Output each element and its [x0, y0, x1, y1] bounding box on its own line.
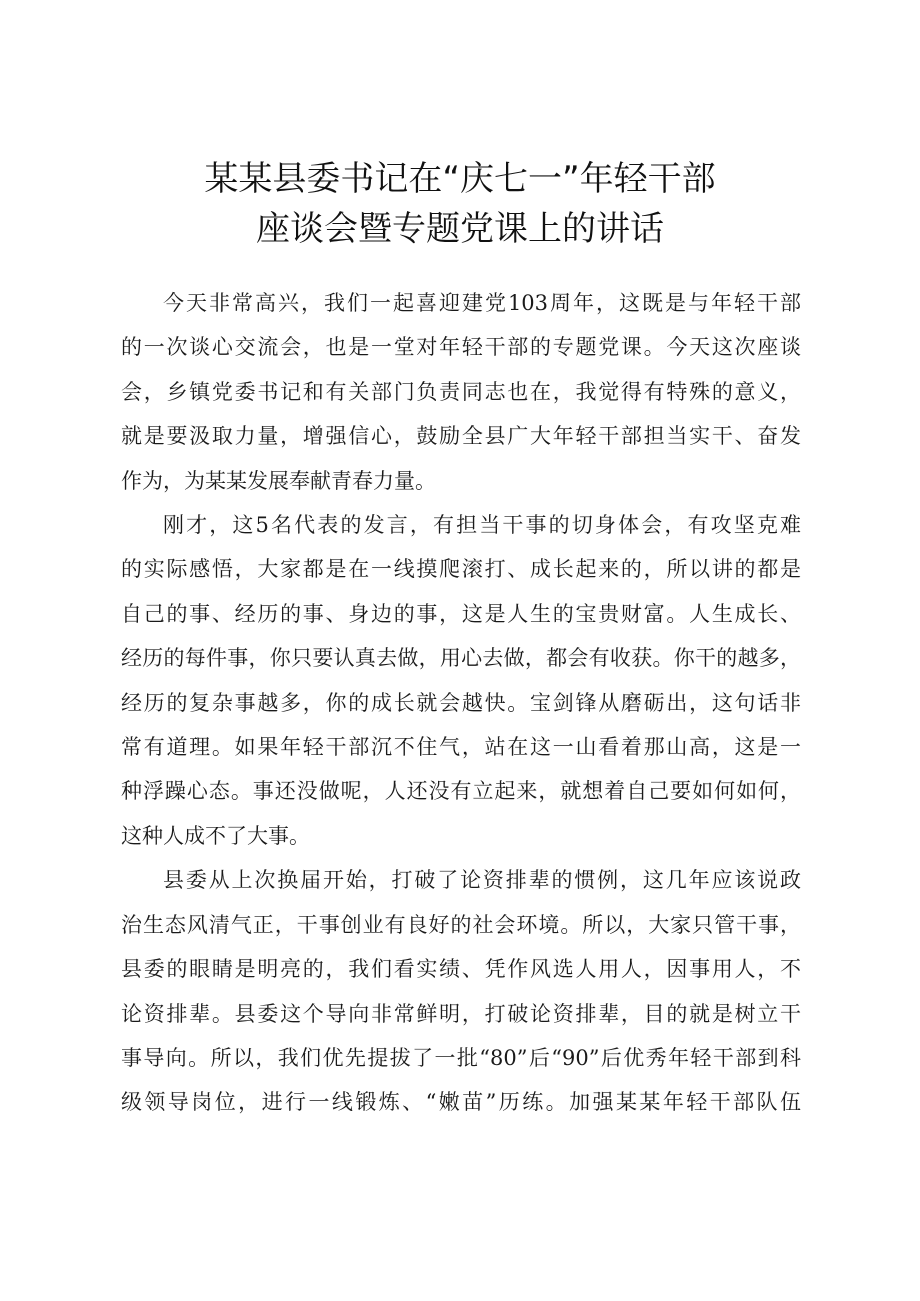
paragraph-1 — [121, 281, 801, 503]
paragraph-line: 级领导岗位，进行一线锻炼、“嫩苗”历练。加强某某年轻干部队伍 — [121, 1090, 801, 1115]
paragraph-line: 经历的每件事，你只要认真去做，用心去做，都会有收获。你干的越多， — [121, 646, 801, 671]
paragraph-line: 今天非常高兴，我们一起喜迎建党103周年，这既是与年轻干部 — [163, 291, 801, 315]
paragraph-line: 刚才，这5名代表的发言，有担当干事的切身体会，有攻坚克难 — [163, 513, 801, 538]
paragraph-line: 就是要汲取力量，增强信心，鼓励全县广大年轻干部担当实干、奋发 — [121, 424, 801, 449]
title-line-1: 某某县委书记在“庆七一”年轻干部 — [204, 159, 716, 199]
paragraph-line: 经历的复杂事越多，你的成长就会越快。宝剑锋从磨砺出，这句话非 — [121, 690, 801, 715]
paragraph-line: 事导向。所以，我们优先提拔了一批“80”后“90”后优秀年轻干部到科 — [121, 1045, 801, 1070]
paragraph-line: 常有道理。如果年轻干部沉不住气，站在这一山看着那山高，这是一 — [121, 735, 801, 760]
paragraph-line: 这种人成不了大事。 — [121, 823, 310, 848]
paragraph-2 — [121, 503, 801, 858]
paragraph-line: 县委的眼睛是明亮的，我们看实绩、凭作风选人用人，因事用人，不 — [121, 957, 801, 982]
paragraph-line: 会，乡镇党委书记和有关部门负责同志也在，我觉得有特殊的意义， — [121, 379, 801, 404]
document-body — [121, 281, 801, 1125]
title-line-2: 座谈会暨专题党课上的讲话 — [256, 209, 664, 249]
document-title — [0, 154, 920, 254]
paragraph-line: 治生态风清气正，干事创业有良好的社会环境。所以，大家只管干事， — [121, 912, 801, 937]
paragraph-line: 的一次谈心交流会，也是一堂对年轻干部的专题党课。今天这次座谈 — [121, 335, 801, 360]
paragraph-line: 论资排辈。县委这个导向非常鲜明，打破论资排辈，目的就是树立干 — [121, 1001, 801, 1026]
paragraph-line: 的实际感悟，大家都是在一线摸爬滚打、成长起来的，所以讲的都是 — [121, 557, 801, 582]
paragraph-line: 种浮躁心态。事还没做呢，人还没有立起来，就想着自己要如何如何， — [121, 779, 801, 804]
paragraph-3 — [121, 858, 801, 1124]
paragraph-line: 自己的事、经历的事、身边的事，这是人生的宝贵财富。人生成长、 — [121, 601, 801, 626]
paragraph-line: 县委从上次换届开始，打破了论资排辈的惯例，这几年应该说政 — [163, 868, 801, 893]
paragraph-line: 作为，为某某发展奉献青春力量。 — [121, 468, 436, 493]
